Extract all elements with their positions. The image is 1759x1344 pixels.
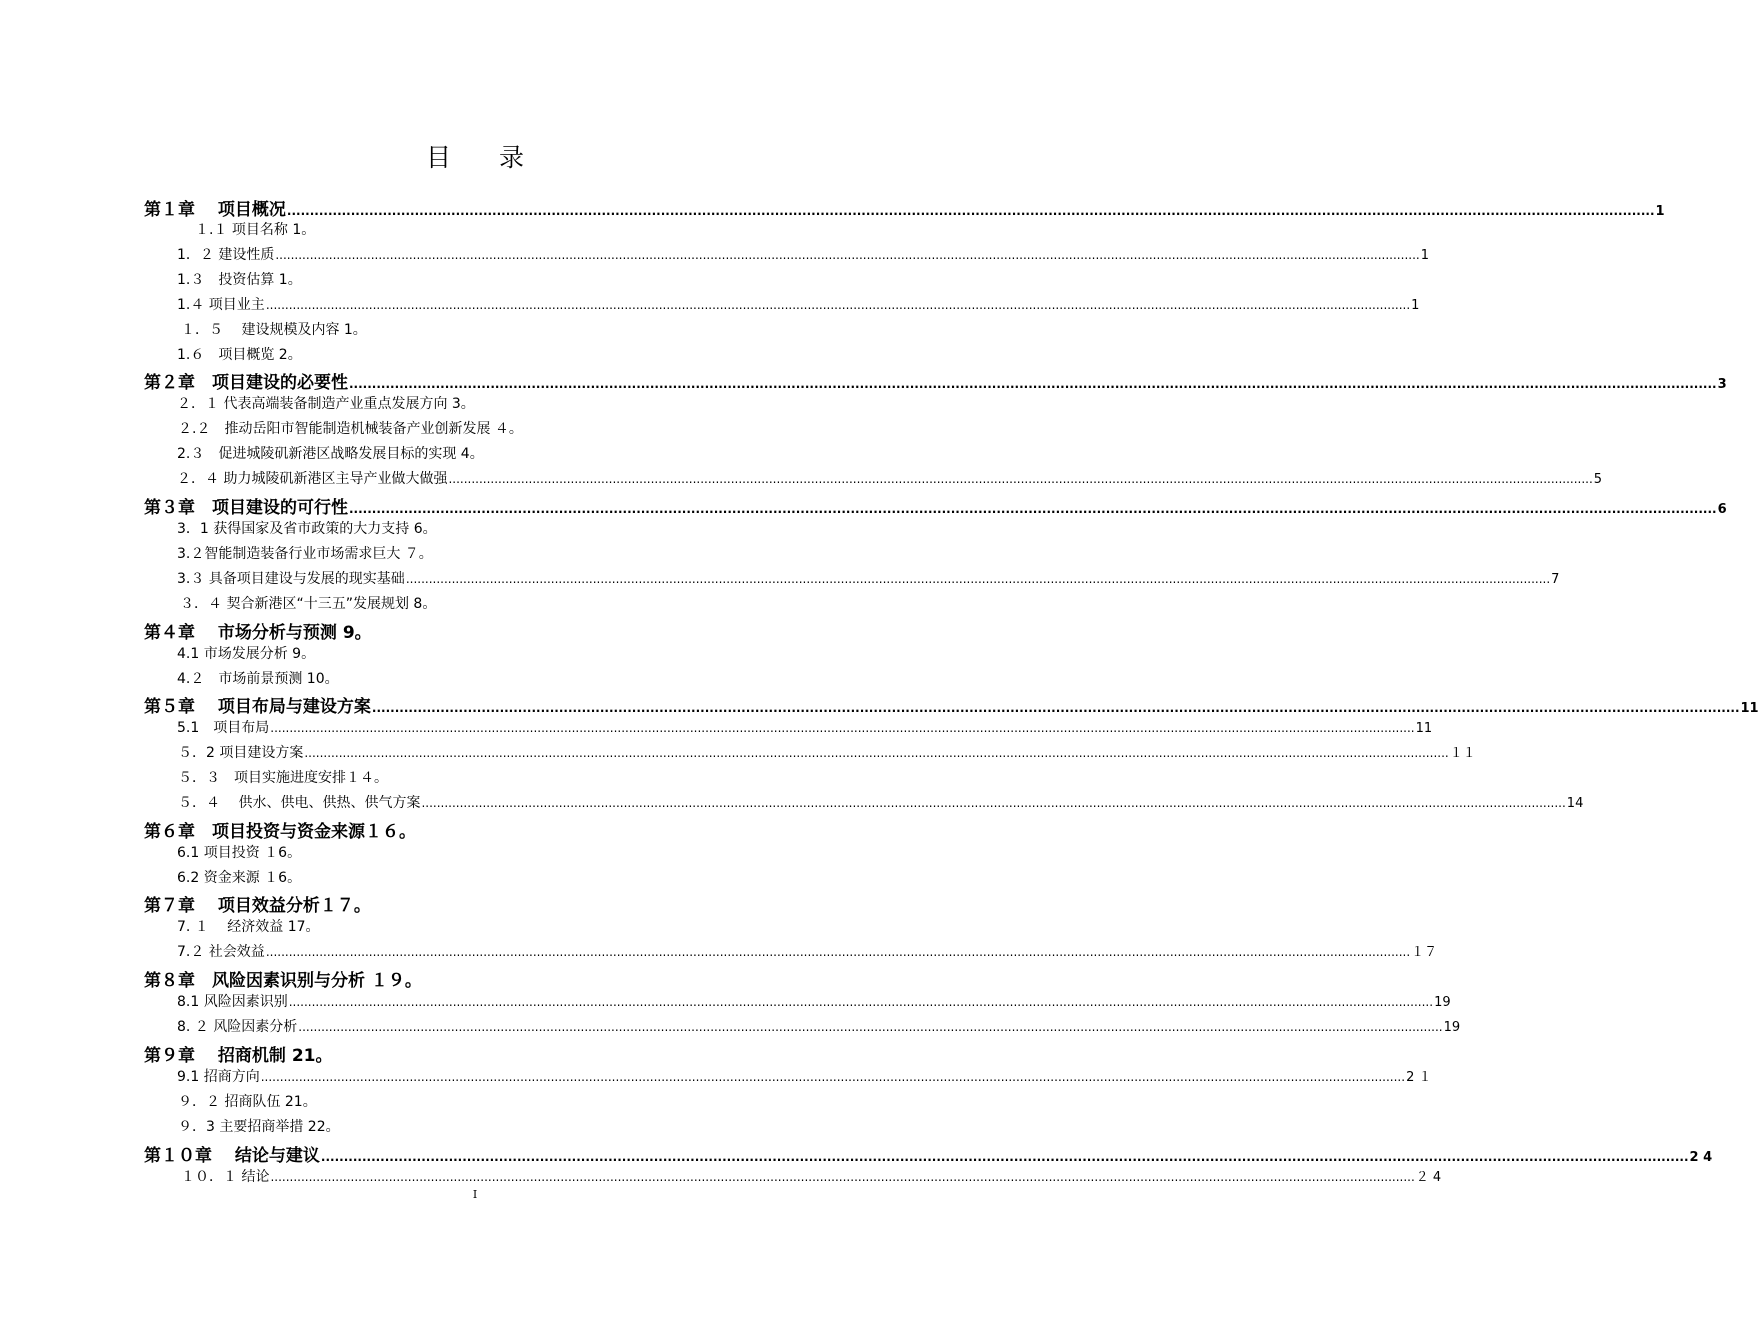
- toc-page-number: 2 １: [1406, 1070, 1432, 1085]
- toc-entry-text: 1.３ 投资估算 1。: [177, 272, 302, 288]
- toc-page-number: 1: [1411, 298, 1420, 313]
- toc-entry-text: 第２章 项目建设的必要性: [144, 373, 348, 393]
- toc-entry-text: 第１０章 结论与建议: [144, 1146, 320, 1166]
- toc-entry-text: 第１章 项目概况: [144, 200, 286, 220]
- toc-page-number: 1: [1655, 204, 1665, 219]
- toc-title: 目 录: [426, 143, 544, 172]
- toc-entry-text: 4.２ 市场前景预测 10。: [177, 671, 339, 687]
- toc-section-entry[interactable]: [177, 1066, 1432, 1086]
- toc-entry-text: 3.２智能制造装备行业市场需求巨大 ７。: [177, 546, 433, 562]
- dot-leader: ............................................................................................................................................................................................................................................................................................................: [265, 945, 1411, 959]
- toc-chapter-entry[interactable]: [144, 817, 416, 842]
- toc-section-entry[interactable]: [178, 418, 523, 438]
- toc-chapter-entry[interactable]: [144, 692, 1759, 717]
- toc-section-entry[interactable]: [177, 443, 484, 463]
- dot-leader: ............................................................................................................................................................................................................................................................................................................: [288, 995, 1434, 1009]
- toc-section-entry[interactable]: [177, 668, 339, 688]
- toc-entry-text: 5.1 项目布局: [177, 720, 270, 736]
- toc-section-entry[interactable]: [177, 244, 1429, 264]
- toc-section-entry[interactable]: [177, 1016, 1461, 1036]
- dot-leader: ............................................................................................................................................................................................................................................................................................................: [448, 472, 1593, 486]
- toc-entry-text: 8. ２ 风险因素分析: [177, 1019, 298, 1035]
- toc-section-entry[interactable]: [177, 941, 1438, 961]
- toc-entry-text: ３．４ 契合新港区“十三五”发展规划 8。: [180, 596, 437, 612]
- dot-leader: ............................................................................................................................................................................................................................................................................................................: [286, 204, 1655, 218]
- toc-section-entry[interactable]: [178, 792, 1584, 812]
- toc-section-entry[interactable]: [177, 344, 302, 364]
- toc-entry-text: 6.1 项目投资 １6。: [177, 845, 302, 861]
- toc-entry-text: １０．１ 结论: [181, 1169, 270, 1185]
- toc-section-entry[interactable]: [177, 643, 315, 663]
- toc-chapter-entry[interactable]: [144, 966, 422, 991]
- dot-leader: ............................................................................................................................................................................................................................................................................................................: [270, 1170, 1415, 1184]
- toc-entry-text: 第３章 项目建设的可行性: [144, 498, 348, 518]
- toc-entry-text: ２.２ 推动岳阳市智能制造机械装备产业创新发展 ４。: [178, 421, 523, 437]
- dot-leader: ............................................................................................................................................................................................................................................................................................................: [304, 746, 1449, 760]
- toc-section-entry[interactable]: [178, 767, 388, 787]
- toc-page-number: 3: [1717, 377, 1727, 392]
- toc-entry-text: 6.2 资金来源 １6。: [177, 870, 302, 886]
- dot-leader: ............................................................................................................................................................................................................................................................................................................: [405, 572, 1551, 586]
- toc-entry-text: 7. １ 经济效益 17。: [177, 919, 320, 935]
- toc-entry-text: 第７章 项目效益分析１７。: [144, 896, 371, 916]
- dot-leader: ............................................................................................................................................................................................................................................................................................................: [265, 298, 1411, 312]
- toc-section-entry[interactable]: [195, 219, 315, 239]
- toc-section-entry[interactable]: [178, 1116, 340, 1136]
- toc-entry-text: 4.1 市场发展分析 9。: [177, 646, 316, 662]
- toc-section-entry[interactable]: [177, 393, 475, 413]
- toc-chapter-entry[interactable]: [144, 1141, 1713, 1166]
- toc-page-number: 19: [1443, 1020, 1461, 1035]
- toc-entry-text: 第９章 招商机制 21。: [144, 1046, 333, 1066]
- toc-section-entry[interactable]: [177, 518, 437, 538]
- toc-chapter-entry[interactable]: [144, 195, 1665, 220]
- toc-chapter-entry[interactable]: [144, 618, 372, 643]
- toc-entry-text: ９．２ 招商队伍 21。: [178, 1094, 317, 1110]
- toc-chapter-entry[interactable]: [144, 493, 1727, 518]
- toc-page-number: 2 4: [1689, 1150, 1713, 1165]
- toc-section-entry[interactable]: [180, 593, 436, 613]
- toc-entry-text: ２．１ 代表高端装备制造产业重点发展方向 3。: [177, 396, 475, 412]
- dot-leader: ............................................................................................................................................................................................................................................................................................................: [349, 502, 1717, 516]
- toc-chapter-entry[interactable]: [144, 1041, 333, 1066]
- toc-entry-text: 第８章 风险因素识别与分析 １９。: [144, 971, 422, 991]
- toc-section-entry[interactable]: [177, 867, 301, 887]
- dot-leader: ............................................................................................................................................................................................................................................................................................................: [270, 721, 1415, 735]
- toc-entry-text: ５．2 项目建设方案: [178, 745, 304, 761]
- toc-entry-text: 7.２ 社会效益: [177, 944, 265, 960]
- toc-section-entry[interactable]: [177, 842, 301, 862]
- toc-section-entry[interactable]: [181, 1166, 1442, 1186]
- toc-entry-text: ５．３ 项目实施进度安排１４。: [178, 770, 388, 786]
- toc-page-number: ２ 4: [1415, 1170, 1442, 1185]
- toc-entry-text: ５．４ 供水、供电、供热、供气方案: [178, 795, 421, 811]
- toc-chapter-entry[interactable]: [144, 368, 1727, 393]
- toc-page-number: 14: [1566, 796, 1584, 811]
- toc-page-number: １７: [1411, 945, 1438, 960]
- toc-page-number: 7: [1551, 572, 1560, 587]
- toc-section-entry[interactable]: [177, 468, 1603, 488]
- toc-chapter-entry[interactable]: [144, 891, 371, 916]
- toc-section-entry[interactable]: [177, 543, 433, 563]
- toc-section-entry[interactable]: [177, 294, 1420, 314]
- toc-entry-text: 1.４ 项目业主: [177, 297, 265, 313]
- dot-leader: ............................................................................................................................................................................................................................................................................................................: [421, 796, 1566, 810]
- toc-entry-text: 9.1 招商方向: [177, 1069, 260, 1085]
- toc-section-entry[interactable]: [177, 991, 1451, 1011]
- toc-section-entry[interactable]: [178, 1091, 317, 1111]
- toc-entry-text: 第６章 项目投资与资金来源１６。: [144, 822, 416, 842]
- dot-leader: ............................................................................................................................................................................................................................................................................................................: [260, 1070, 1406, 1084]
- toc-entry-text: 第４章 市场分析与预测 9。: [144, 623, 372, 643]
- page-footer-number: I: [472, 1188, 478, 1201]
- toc-entry-text: ９．3 主要招商举措 22。: [178, 1119, 340, 1135]
- dot-leader: ............................................................................................................................................................................................................................................................................................................: [349, 377, 1717, 391]
- toc-page-number: 5: [1593, 472, 1603, 487]
- toc-entry-text: 1.６ 项目概览 2。: [177, 347, 302, 363]
- dot-leader: ............................................................................................................................................................................................................................................................................................................: [298, 1020, 1443, 1034]
- toc-entry-text: 1．２ 建设性质: [177, 247, 275, 263]
- toc-section-entry[interactable]: [181, 319, 367, 339]
- dot-leader: ............................................................................................................................................................................................................................................................................................................: [275, 248, 1420, 262]
- toc-page-number: 11: [1740, 701, 1759, 716]
- toc-entry-text: 第５章 项目布局与建设方案: [144, 697, 371, 717]
- toc-entry-text: １．５ 建设规模及内容 1。: [181, 322, 367, 338]
- toc-entry-text: 2.３ 促进城陵矶新港区战略发展目标的实现 4。: [177, 446, 484, 462]
- toc-page-number: 6: [1717, 502, 1727, 517]
- dot-leader: ............................................................................................................................................................................................................................................................................................................: [371, 701, 1740, 715]
- toc-page-number: 19: [1434, 995, 1451, 1010]
- toc-section-entry[interactable]: [177, 568, 1560, 588]
- toc-entry-text: 8.1 风险因素识别: [177, 994, 288, 1010]
- toc-section-entry[interactable]: [178, 742, 1476, 762]
- toc-section-entry[interactable]: [177, 269, 302, 289]
- toc-section-entry[interactable]: [177, 916, 320, 936]
- toc-page-number: １１: [1449, 746, 1476, 761]
- toc-entry-text: ２．４ 助力城陵矶新港区主导产业做大做强: [177, 471, 448, 487]
- dot-leader: ............................................................................................................................................................................................................................................................................................................: [320, 1150, 1689, 1164]
- toc-entry-text: 3.３ 具备项目建设与发展的现实基础: [177, 571, 405, 587]
- toc-entry-text: １.１ 项目名称 1。: [195, 222, 316, 238]
- toc-entry-text: 3．1 获得国家及省市政策的大力支持 6。: [177, 521, 437, 537]
- toc-page-number: 11: [1415, 721, 1433, 736]
- toc-page-number: 1: [1420, 248, 1429, 263]
- toc-section-entry[interactable]: [177, 717, 1433, 737]
